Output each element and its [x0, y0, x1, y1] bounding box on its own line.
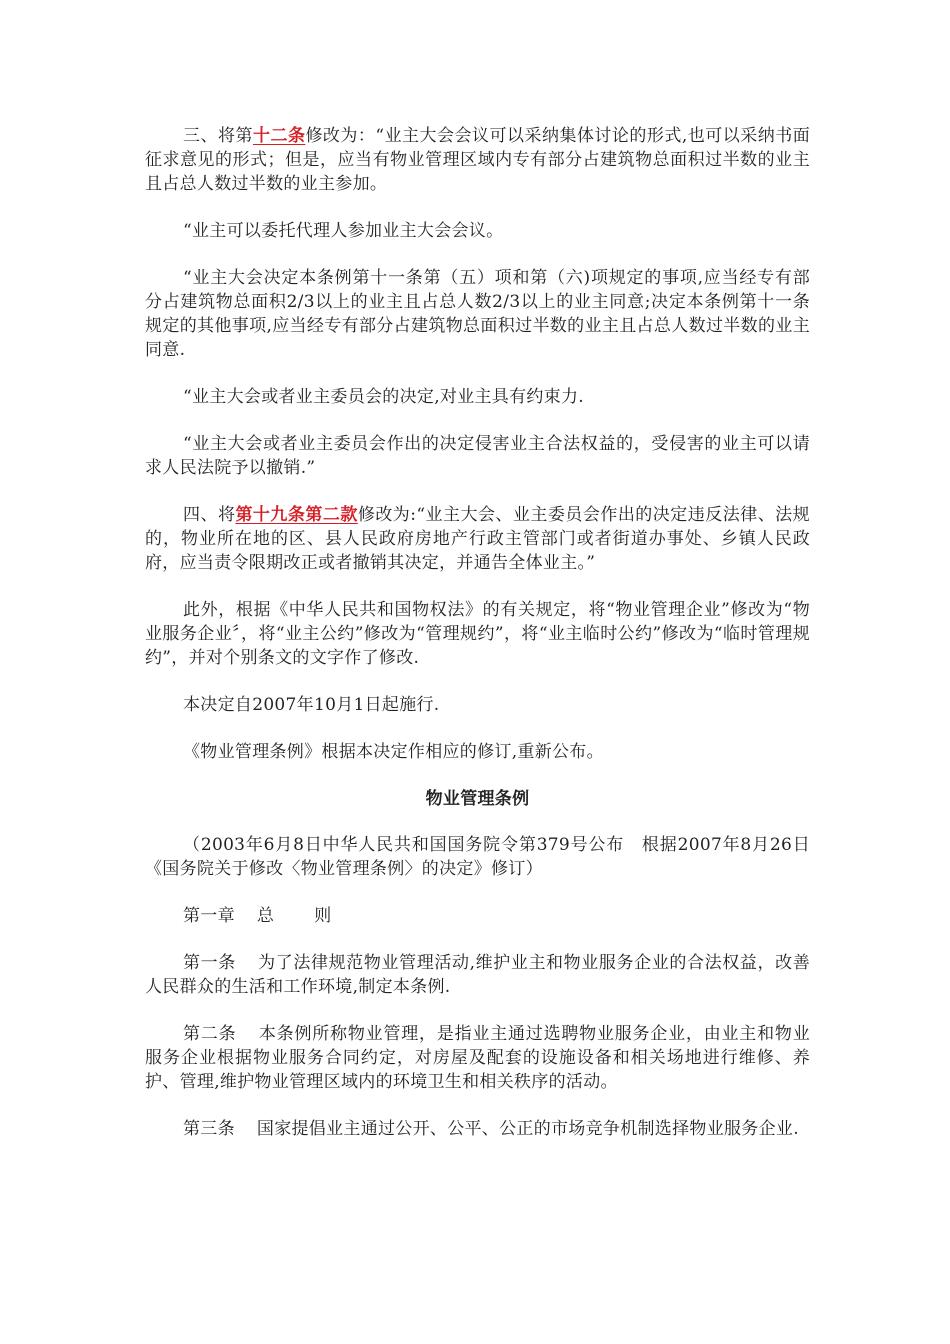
paragraph-amendment-three	[145, 124, 810, 196]
paragraph-prefix: 四、将	[183, 505, 236, 525]
paragraph-voting-thresholds: “业主大会决定本条例第十一条第（五）项和第（六)项规定的事项,应当经专有部分占建筑物总面积2/3以上的业主且占总人数2/3以上的业主同意;决定本条例第十一条规定的其他事项,应当经专有部分占建筑物总面积过半数的业主且占总人数过半数的业主同意.	[145, 268, 810, 360]
chapter-name-part1: 总	[256, 906, 275, 926]
article-three	[145, 1117, 810, 1141]
chapter-heading	[145, 904, 810, 928]
article-label: 第三条	[183, 1119, 235, 1139]
paragraph-revocation: “业主大会或者业主委员会作出的决定侵害业主合法权益的，受侵害的业主可以请求人民法院予以撤销.”	[145, 434, 810, 478]
article-twelve-link[interactable]: 十二条	[252, 126, 306, 146]
chapter-name-part2: 则	[314, 906, 332, 926]
paragraph-text: 修改为:“业主大会、业主委员会作出的决定违反法律、法规的，物业所在地的区、县人民政府房地产行政主管部门或者街道办事处、乡镇人民政府，应当责令限期改正或者撤销其决定，并通告全体业主。”	[145, 505, 810, 573]
chapter-label: 第一章	[183, 906, 235, 926]
paragraph-terminology-changes: 此外，根据《中华人民共和国物权法》的有关规定，将“物业管理企业”修改为“物业服务企业〞，将“业主公约”修改为“管理规约”，将“业主临时公约”修改为“临时管理规约”，并对个别条文的文字作了修改.	[145, 600, 810, 668]
paragraph-prefix: 三、将第	[183, 126, 253, 146]
paragraph-amendment-four	[145, 503, 810, 575]
article-label: 第一条	[183, 953, 236, 973]
paragraph-binding-force: “业主大会或者业主委员会的决定,对业主具有约束力.	[183, 387, 584, 407]
paragraph-text: 修改为：“业主大会会议可以采纳集体讨论的形式,也可以采纳书面征求意见的形式；但是，应当有物业管理区域内专有部分占建筑物总面积过半数的业主且占总人数过半数的业主参加。	[145, 126, 811, 194]
article-label: 第二条	[183, 1024, 237, 1044]
paragraph-republication: 《物业管理条例》根据本决定作相应的修订,重新公布。	[183, 742, 604, 762]
document-body	[145, 124, 810, 1164]
article-text: 国家提倡业主通过公开、公平、公正的市场竞争机制选择物业服务企业.	[256, 1119, 799, 1139]
regulation-title: 物业管理条例	[425, 789, 530, 809]
paragraph-effective-date: 本决定自2007年10月1日起施行.	[183, 695, 440, 715]
article-text: 为了法律规范物业管理活动,维护业主和物业服务企业的合法权益，改善人民群众的生活和工作环境,制定本条例.	[145, 953, 810, 997]
article-two	[145, 1022, 810, 1094]
paragraph-proxy: “业主可以委托代理人参加业主大会会议。	[183, 221, 504, 241]
article-one	[145, 951, 810, 999]
paragraph-promulgation-note: （2003年6月8日中华人民共和国国务院令第379号公布 根据2007年8月26日《国务院关于修改〈物业管理条例〉的决定》修订）	[145, 835, 810, 879]
article-text: 本条例所称物业管理，是指业主通过选聘物业服务企业，由业主和物业服务企业根据物业服务合同约定，对房屋及配套的设施设备和相关场地进行维修、养护、管理,维护物业管理区域内的环境卫生和相关秩序的活动。	[145, 1024, 810, 1092]
article-nineteen-clause-two-link[interactable]: 第十九条第二款	[235, 505, 358, 525]
